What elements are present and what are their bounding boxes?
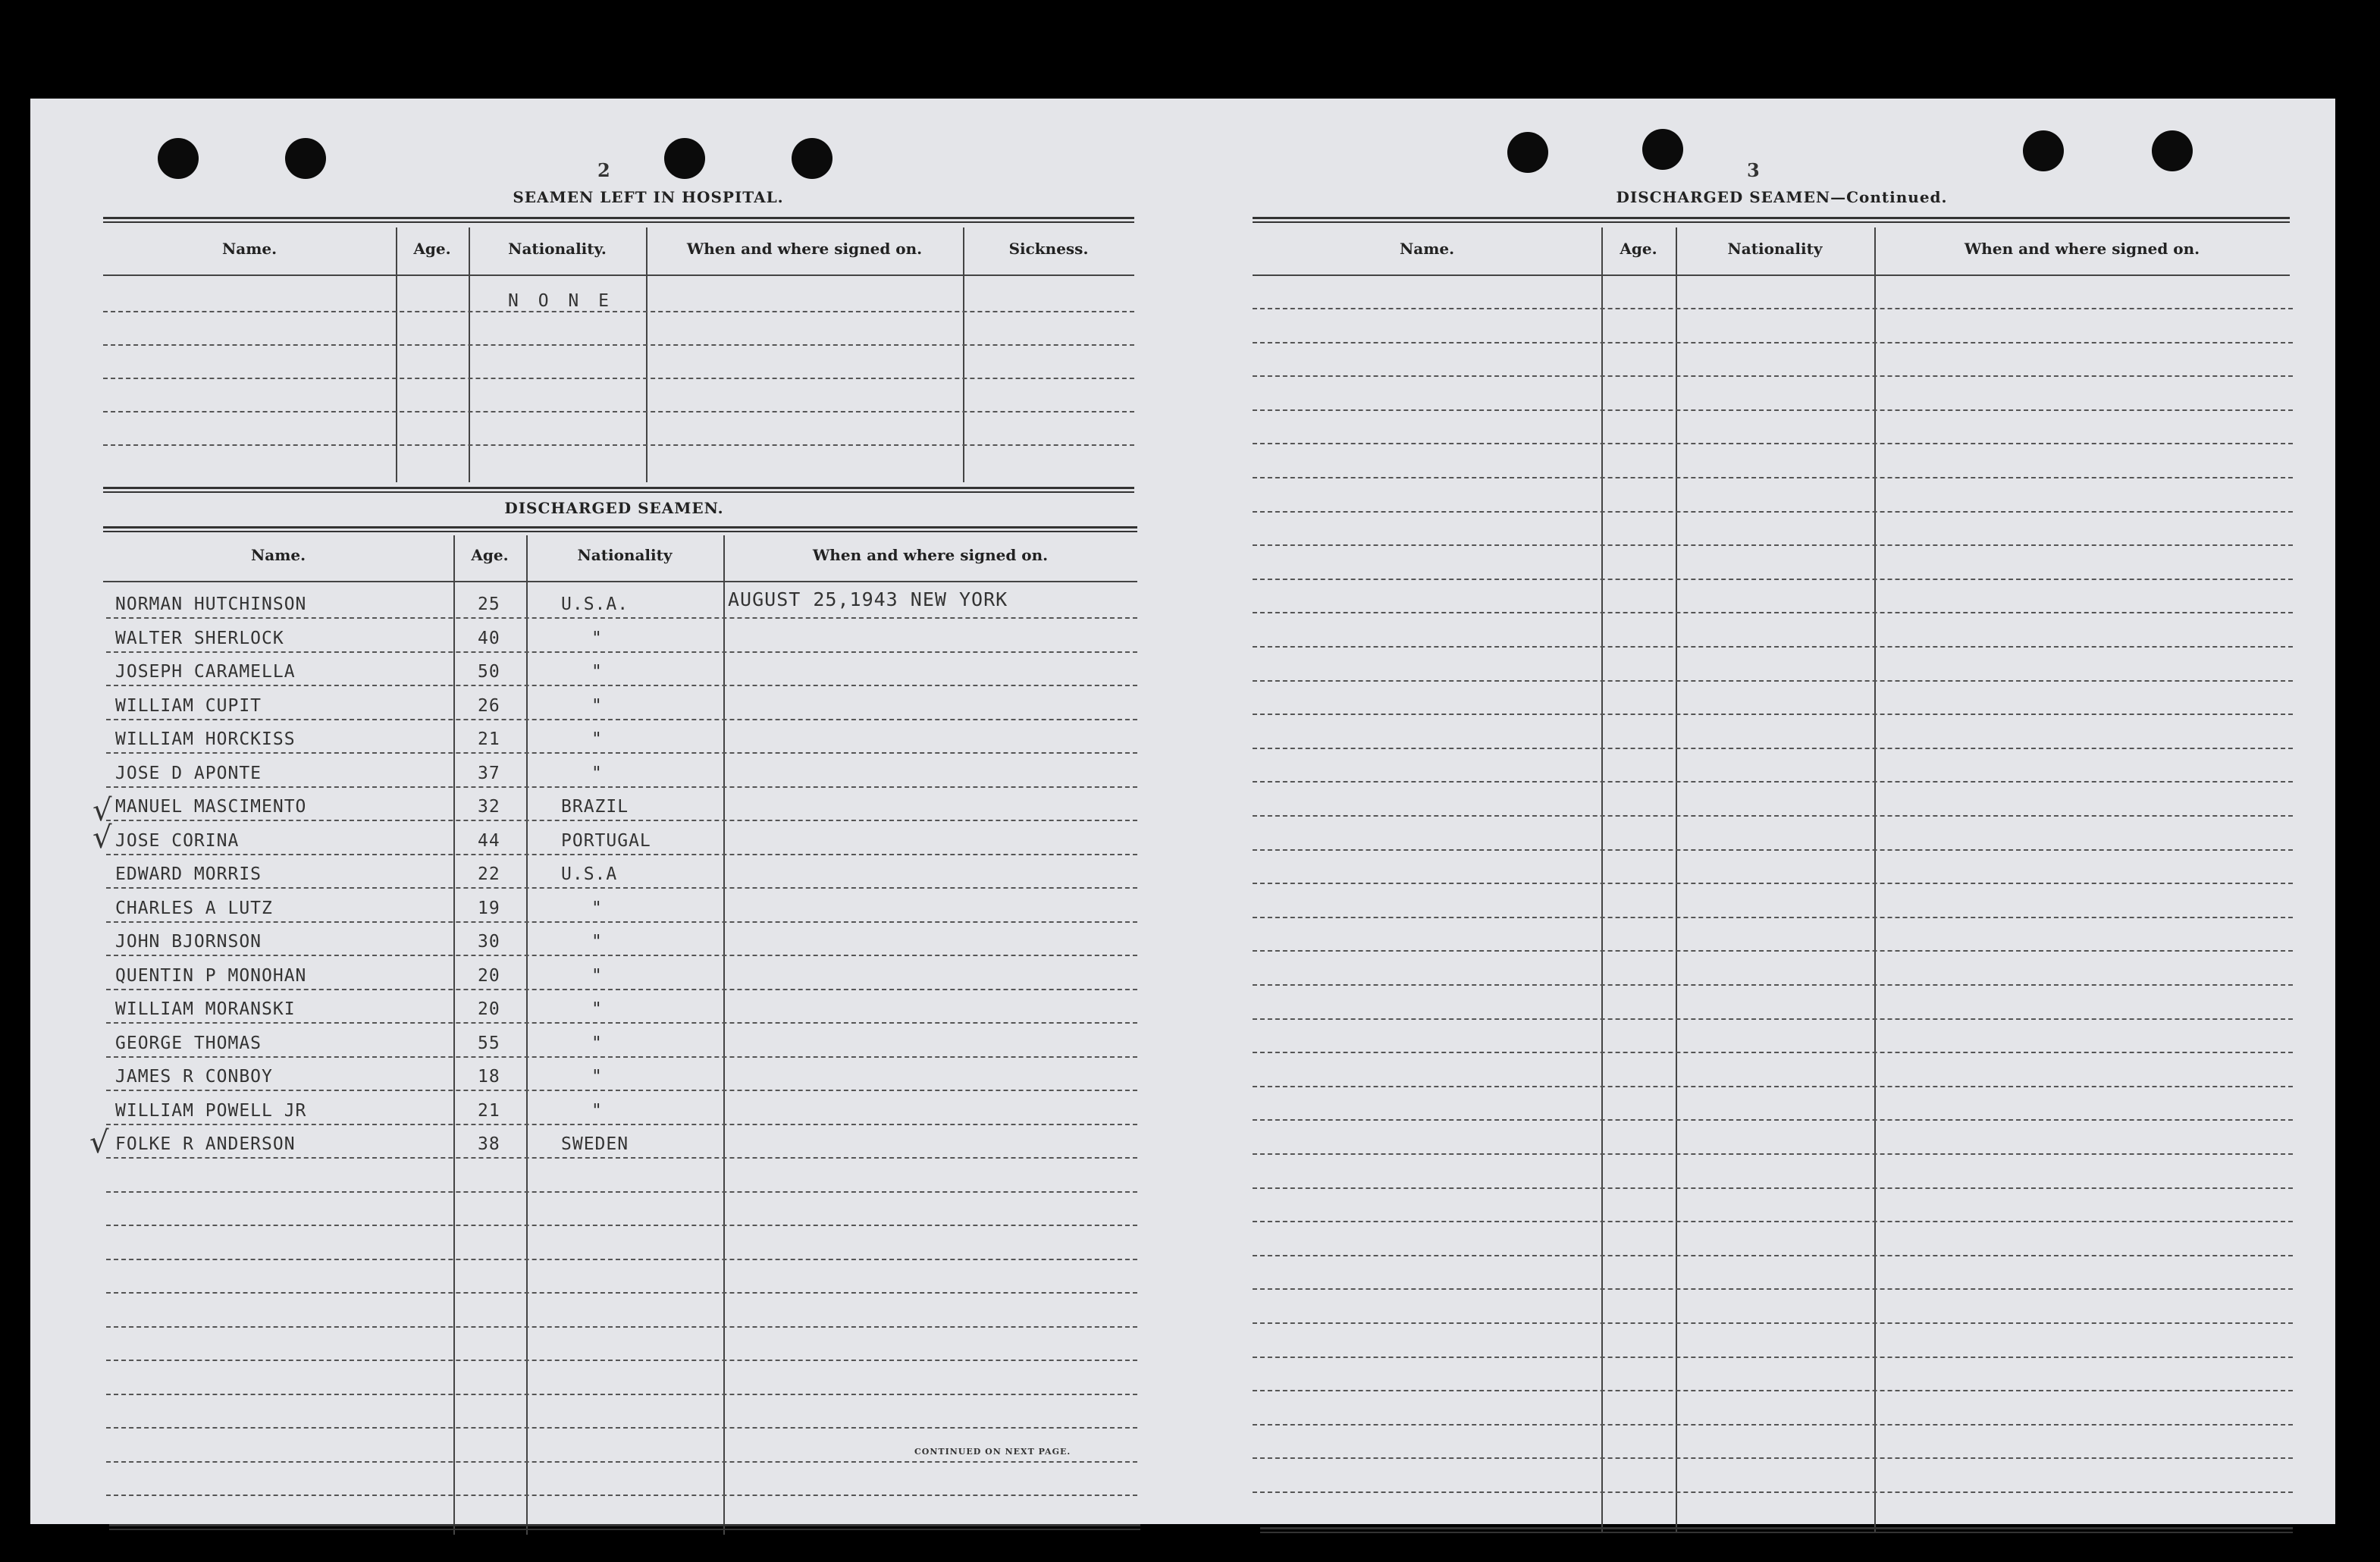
hospital-col-age: Age. [413,240,451,258]
ruled-line [1253,1119,2293,1121]
ruled-line [1253,815,2293,817]
ruled-line [106,1056,1137,1058]
punch-hole [664,138,705,179]
right-col-name: Name. [1399,240,1455,258]
seaman-age: 38 [478,1134,500,1154]
ruled-line [1253,917,2293,918]
seaman-nationality: " [591,965,603,986]
seaman-name: QUENTIN P MONOHAN [115,965,307,986]
seaman-nationality: U.S.A. [561,594,629,614]
seaman-nationality: " [591,729,603,749]
seaman-nationality: " [591,1100,603,1121]
ruled-line [1253,1457,2293,1459]
ruled-line [1253,612,2293,613]
seaman-age: 25 [478,594,500,614]
seaman-age: 26 [478,695,500,716]
hospital-col-nationality: Nationality. [508,240,607,258]
ruled-line [106,1360,1137,1361]
seaman-name: NORMAN HUTCHINSON [115,594,307,614]
punch-hole [1507,132,1548,173]
seaman-name: GEORGE THOMAS [115,1033,262,1053]
ruled-line [106,651,1137,653]
seaman-name: WALTER SHERLOCK [115,628,284,648]
punch-hole [792,138,833,179]
right-col-signed-on: When and where signed on. [1964,240,2200,258]
ruled-line [103,311,1134,312]
column-divider [1601,227,1603,1533]
seaman-nationality: BRAZIL [561,797,629,817]
check-mark: √ [93,793,112,828]
seaman-nationality: " [591,662,603,682]
punch-hole [1642,129,1683,170]
ruled-line [106,1124,1137,1125]
check-mark: √ [93,820,112,855]
ruled-line [1253,680,2293,682]
ruled-line [1253,1322,2293,1324]
ruled-line [1253,375,2293,377]
seaman-name: JOHN BJORNSON [115,932,262,952]
ruled-line [106,1225,1137,1226]
punch-hole [2152,130,2193,171]
ruled-line [1253,1187,2293,1189]
ruled-line [1253,950,2293,952]
page-number-left: 2 [597,159,610,181]
ruled-line [106,1461,1137,1463]
signed-on-entry: AUGUST 25,1943 NEW YORK [728,588,1008,610]
seaman-age: 37 [478,763,500,783]
ruled-line [103,344,1134,346]
ruled-line [1253,511,2293,513]
seaman-name: JOSE CORINA [115,830,240,851]
ruled-line [1253,443,2293,444]
ruled-line [1253,849,2293,851]
seaman-age: 50 [478,662,500,682]
seaman-age: 20 [478,999,500,1019]
table-rule [1260,1527,2293,1533]
right-col-nationality: Nationality [1727,240,1823,258]
table-rule [1253,274,2290,276]
discharged-col-age: Age. [471,546,509,564]
ruled-line [106,1259,1137,1260]
seaman-name: CHARLES A LUTZ [115,898,273,918]
seaman-name: JOSE D APONTE [115,763,262,783]
ruled-line [1253,1288,2293,1290]
ruled-line [1253,1357,2293,1358]
discharged-col-name: Name. [250,546,306,564]
seaman-age: 40 [478,628,500,648]
seaman-nationality: " [591,1033,603,1053]
ruled-line [1253,544,2293,546]
column-divider [1676,227,1677,1533]
seaman-age: 32 [478,797,500,817]
ruled-line [1253,579,2293,580]
seaman-name: JOSEPH CARAMELLA [115,662,296,682]
ruled-line [106,617,1137,619]
seaman-name: WILLIAM HORCKISS [115,729,296,749]
ruled-line [1253,1052,2293,1053]
seaman-name: WILLIAM POWELL JR [115,1100,307,1121]
seaman-nationality: PORTUGAL [561,830,651,851]
ruled-line [1253,1491,2293,1493]
seaman-nationality: " [591,695,603,716]
seaman-age: 19 [478,898,500,918]
ruled-line [1253,1255,2293,1256]
ruled-line [1253,477,2293,478]
table-rule [103,217,1134,223]
ruled-line [106,989,1137,990]
ruled-line [106,1090,1137,1091]
seaman-name: FOLKE R ANDERSON [115,1134,296,1154]
seaman-name: MANUEL MASCIMENTO [115,797,307,817]
check-mark: √ [89,1125,109,1160]
seaman-age: 18 [478,1067,500,1087]
ruled-line [106,1191,1137,1193]
ruled-line [106,1022,1137,1024]
hospital-col-name: Name. [221,240,278,258]
seaman-age: 20 [478,965,500,986]
ruled-line [1253,1390,2293,1391]
column-divider [1874,227,1876,1533]
continued-title: DISCHARGED SEAMEN—Continued. [1616,188,1948,206]
hospital-none-entry: N O N E [508,291,613,311]
ruled-line [1253,1221,2293,1222]
ruled-line [106,921,1137,923]
discharged-col-signed-on: When and where signed on. [812,546,1049,564]
seaman-nationality: " [591,898,603,918]
ruled-line [106,1394,1137,1395]
table-rule [103,487,1134,493]
table-rule [103,274,1134,276]
ruled-line [1253,1086,2293,1087]
document-page [30,99,2335,1524]
ruled-line [103,378,1134,379]
punch-hole [2023,130,2064,171]
ruled-line [1253,342,2293,343]
ruled-line [1253,409,2293,411]
discharged-title: DISCHARGED SEAMEN. [504,499,724,517]
ruled-line [103,411,1134,412]
ruled-line [103,444,1134,446]
ruled-line [106,1292,1137,1294]
ruled-line [106,1157,1137,1159]
seaman-name: WILLIAM CUPIT [115,695,262,716]
seaman-nationality: SWEDEN [561,1134,629,1154]
punch-hole [158,138,199,179]
seaman-nationality: " [591,1067,603,1087]
ruled-line [106,1495,1137,1496]
discharged-col-nationality: Nationality [577,546,673,564]
seaman-nationality: " [591,763,603,783]
right-col-age: Age. [1620,240,1657,258]
seaman-name: WILLIAM MORANSKI [115,999,296,1019]
ruled-line [106,887,1137,889]
ruled-line [1253,308,2293,309]
seaman-nationality: " [591,932,603,952]
ruled-line [106,955,1137,956]
hospital-col-sickness: Sickness. [1008,240,1089,258]
table-rule [109,1524,1140,1530]
seaman-nationality: " [591,999,603,1019]
page-number-right: 3 [1747,159,1760,181]
punch-hole [285,138,326,179]
seaman-age: 21 [478,1100,500,1121]
table-rule [103,526,1137,532]
seaman-age: 44 [478,830,500,851]
continued-note: CONTINUED ON NEXT PAGE. [914,1447,1071,1457]
ruled-line [1253,714,2293,715]
ruled-line [106,1427,1137,1429]
seaman-age: 30 [478,932,500,952]
seaman-nationality: " [591,628,603,648]
ruled-line [106,752,1137,754]
ruled-line [106,1326,1137,1328]
ruled-line [106,685,1137,686]
ruled-line [1253,1424,2293,1426]
ruled-line [106,854,1137,855]
hospital-title: SEAMEN LEFT IN HOSPITAL. [513,188,784,206]
seaman-age: 21 [478,729,500,749]
table-rule [1253,217,2290,223]
seaman-name: JAMES R CONBOY [115,1067,273,1087]
ruled-line [1253,646,2293,648]
ruled-line [1253,748,2293,749]
seaman-age: 22 [478,864,500,884]
ruled-line [106,820,1137,821]
seaman-nationality: U.S.A [561,864,618,884]
ruled-line [106,786,1137,788]
ruled-line [1253,781,2293,783]
hospital-col-signed-on: When and where signed on. [686,240,923,258]
seaman-age: 55 [478,1033,500,1053]
table-rule [103,581,1137,582]
ruled-line [1253,984,2293,986]
ruled-line [1253,1018,2293,1020]
ruled-line [1253,883,2293,884]
ruled-line [1253,1153,2293,1155]
ruled-line [106,719,1137,720]
seaman-name: EDWARD MORRIS [115,864,262,884]
